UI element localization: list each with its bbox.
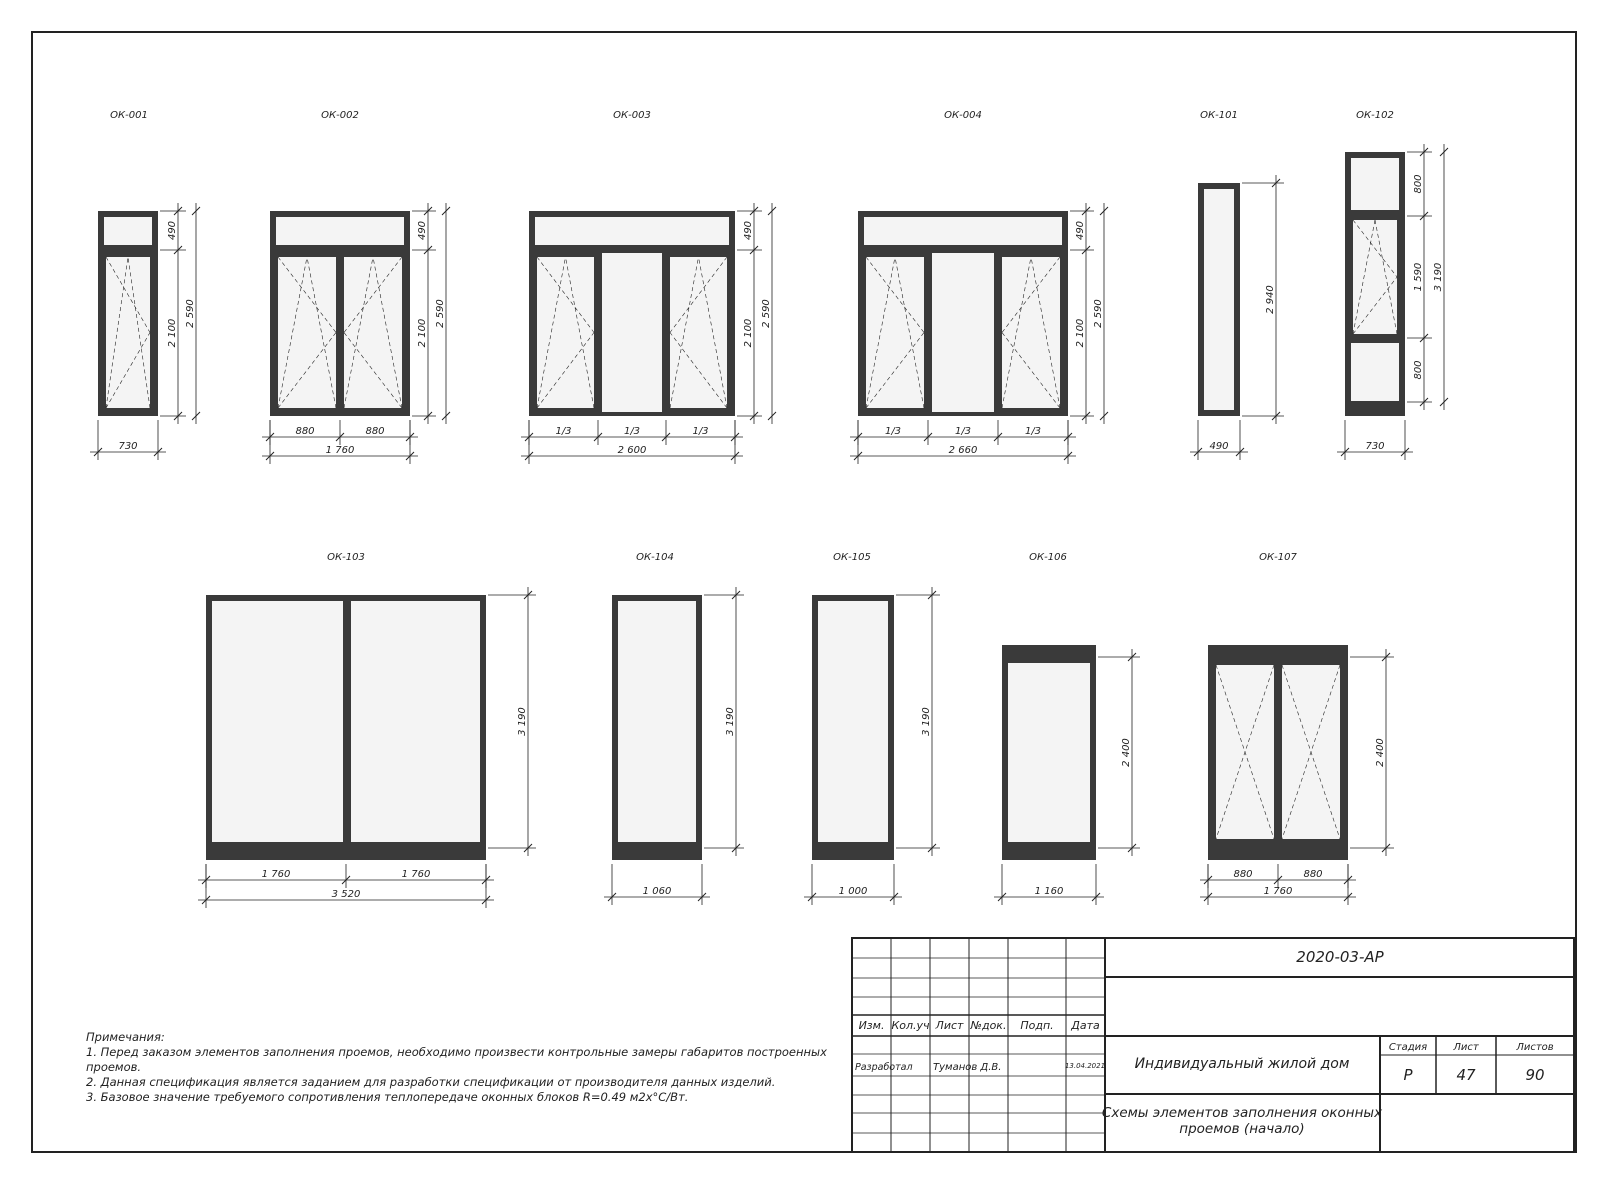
window-ok-001 [90,203,200,460]
dim-label: 2 590 [185,299,196,328]
window-ok-003 [521,203,776,464]
dim-label: 1 760 [401,869,431,880]
dim-label: 3 520 [331,889,361,900]
fixed-pane-center [602,253,662,412]
stamp-col-header: Подп. [1020,1019,1054,1032]
window-ok-106 [994,645,1140,905]
width-dims [804,864,902,905]
dim-label: 3 190 [517,707,528,736]
dim-label: 1/3 [954,426,972,437]
window-code: ОК-104 [636,552,674,563]
dim-label: 1/3 [623,426,641,437]
dim-label: 1/3 [1024,426,1042,437]
sash-pane [106,257,150,408]
sash-pane-left [278,257,336,408]
width-dims [604,864,710,905]
developed-label: Разработал [855,1062,913,1073]
top-fixed-pane [1351,158,1399,210]
sheets-label: Листов [1516,1042,1554,1053]
dim-label: 3 190 [921,707,932,736]
height-dim [1265,175,1280,424]
transom-pane [535,217,729,245]
window-ok-002 [262,203,450,464]
stamp-col-header: №док. [970,1019,1007,1032]
sheet-title-line2: проемов (начало) [1179,1121,1305,1137]
fixed-pane [1204,189,1234,410]
dim-label: 2 100 [1075,318,1086,348]
window-schemes [90,110,1448,908]
dim-label: 1 000 [838,886,868,897]
dim-label: 880 [1233,869,1253,880]
height-dims [737,203,762,424]
window-code: ОК-105 [833,552,871,563]
width-dims [1200,864,1356,888]
dim-label: 490 [417,220,428,241]
dim-label: 2 590 [761,299,772,328]
sash-pane [1353,220,1397,334]
dim-label: 800 [1413,360,1424,380]
sheet-label: Лист [1453,1042,1479,1053]
window-ok-103 [198,587,536,908]
dim-label: 2 100 [417,318,428,348]
window-code: ОК-102 [1356,110,1394,121]
window-ok-101 [1190,175,1284,460]
window-code: ОК-106 [1029,552,1067,563]
notes-block [86,1030,846,1105]
fixed-pane [818,601,888,842]
fixed-pane [1008,663,1090,842]
height-dims [1070,203,1094,424]
width-dims [198,864,494,888]
note-1: 1. Перед заказом элементов заполнения проемов, необходимо произвести контрольные замеры габаритов построенных проемов. [86,1045,827,1074]
dim-label: 1 060 [642,886,672,897]
dim-label: 1/3 [884,426,902,437]
width-dims [90,420,166,460]
height-dim [1375,649,1390,856]
note-2: 2. Данная спецификация является заданием для разработки спецификации от производителя данных изделий. [86,1075,776,1089]
fixed-pane-right [351,601,480,842]
dim-label: 490 [1075,220,1086,241]
window-code: ОК-003 [613,110,651,121]
window-code: ОК-107 [1259,552,1297,563]
sheets-value: 90 [1525,1066,1545,1084]
dim-label: 2 100 [743,318,754,348]
height-dim [517,587,532,856]
title-block [852,938,1574,1152]
dim-label: 2 590 [1093,299,1104,328]
window-code: ОК-002 [321,110,359,121]
stage-value: Р [1403,1066,1413,1084]
dim-label: 3 190 [725,707,736,736]
total-height-dim [435,203,450,424]
window-ok-105 [804,587,940,905]
fixed-pane-left [212,601,343,842]
dim-label: 490 [743,220,754,241]
dim-label: 2 940 [1265,285,1276,314]
height-dims [1407,144,1432,410]
total-height-dim [1093,203,1108,424]
dim-label: 880 [295,426,315,437]
height-dims [160,203,186,424]
sheet-border [32,32,1576,1152]
bottom-fixed-pane [1351,343,1399,401]
dim-label: 2 660 [948,445,978,456]
total-height-dim [761,203,776,424]
width-dims [994,864,1104,905]
dim-label: 2 400 [1121,738,1132,767]
stage-label: Стадия [1388,1042,1428,1053]
sheet-value: 47 [1456,1066,1476,1084]
stamp-col-header: Дата [1071,1019,1100,1032]
stamp-col-header: Кол.уч [891,1019,930,1032]
dim-label: 730 [118,441,138,452]
window-code: ОК-001 [110,110,148,121]
sash-pane-right [344,257,402,408]
total-height-dim [1433,144,1448,410]
dim-label: 2 100 [167,318,178,348]
dim-label: 1 590 [1413,262,1424,292]
dim-label: 490 [1209,441,1229,452]
sash-pane-left [866,257,924,408]
project-name: Индивидуальный жилой дом [1134,1056,1350,1072]
notes-title: Примечания: [86,1030,165,1044]
width-dims [521,420,743,445]
height-dim [725,587,740,856]
stamp-col-header: Изм. [858,1019,885,1032]
fixed-pane [618,601,696,842]
window-code: ОК-004 [944,110,982,121]
width-dims [1190,420,1248,460]
height-dims [412,203,436,424]
window-ok-004 [850,203,1108,464]
sash-pane-right [670,257,727,408]
window-ok-107 [1200,645,1394,905]
dim-label: 490 [167,220,178,241]
dim-label: 800 [1413,174,1424,194]
window-ok-102 [1337,144,1448,460]
developer-name: Туманов Д.В. [933,1062,1002,1073]
sign-date: 13.04.2021 [1064,1062,1106,1070]
sash-pane-right [1002,257,1060,408]
dim-label: 880 [1303,869,1323,880]
dim-label: 1 160 [1034,886,1064,897]
height-dim [921,587,936,856]
window-code: ОК-101 [1200,110,1238,121]
width-dims [262,420,418,445]
dim-label: 2 400 [1375,738,1386,767]
dim-label: 1 760 [261,869,291,880]
dim-label: 2 590 [435,299,446,328]
stamp-col-header: Лист [935,1019,964,1032]
height-dim [1121,649,1136,856]
window-ok-104 [604,587,744,905]
width-dims [850,420,1076,445]
sheet-title-line1: Схемы элементов заполнения оконных [1101,1105,1383,1121]
fixed-pane-center [932,253,994,412]
width-dims [1337,420,1413,460]
dim-label: 1/3 [692,426,709,437]
sash-pane-left [537,257,594,408]
dim-label: 1 760 [325,445,355,456]
transom-pane [276,217,404,245]
dim-label: 730 [1365,441,1385,452]
dim-label: 1/3 [555,426,572,437]
transom-pane [864,217,1062,245]
dim-label: 1 760 [1263,886,1293,897]
window-code: ОК-103 [327,552,365,563]
note-3: 3. Базовое значение требуемого сопротивления теплопередаче оконных блоков R=0.49 м2х°С/Вт. [86,1090,689,1104]
dim-label: 2 600 [617,445,647,456]
dim-label: 880 [365,426,385,437]
document-code: 2020-03-АР [1296,948,1384,966]
total-height-dim [185,203,200,424]
transom-pane [104,217,152,245]
dim-label: 3 190 [1433,262,1444,292]
